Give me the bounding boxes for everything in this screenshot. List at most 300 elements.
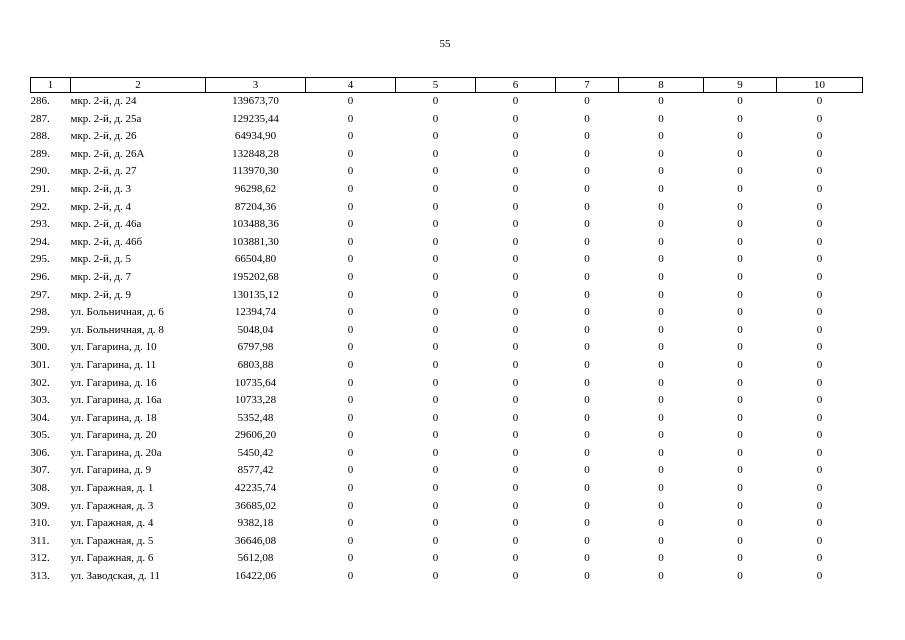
- value-cell: 129235,44: [232, 112, 279, 125]
- row-number: 287.: [30, 112, 50, 125]
- address-cell: мкр. 2-й, д. 4: [70, 200, 131, 213]
- column-9-cell: 0: [737, 112, 743, 125]
- column-4-cell: 0: [347, 482, 354, 495]
- address-cell: мкр. 2-й, д. 7: [70, 270, 131, 283]
- column-9-cell: 0: [737, 165, 743, 178]
- row-number: 305.: [30, 429, 50, 442]
- value-cell: 132848,28: [232, 147, 279, 160]
- column-9-cell: 0: [737, 95, 743, 107]
- column-9-cell: 0: [737, 464, 743, 477]
- table-row: [31, 498, 863, 516]
- column-4-cell: 0: [347, 288, 354, 301]
- column-10-cell: 0: [816, 482, 823, 495]
- column-7-cell: 0: [584, 517, 590, 530]
- table-row: [31, 287, 863, 305]
- column-7-cell: 0: [584, 411, 590, 424]
- column-9-cell: 0: [737, 376, 743, 389]
- column-5-cell: 0: [432, 499, 439, 512]
- column-6-cell: 0: [512, 182, 519, 195]
- column-8-cell: 0: [658, 394, 664, 407]
- column-header: 1: [31, 78, 71, 93]
- value-cell: 87204,36: [234, 200, 277, 213]
- column-4-cell: 0: [347, 464, 354, 477]
- table-row: [31, 480, 863, 498]
- column-header: 10: [777, 78, 863, 93]
- row-number: 292.: [30, 200, 50, 213]
- column-5-cell: 0: [432, 464, 439, 477]
- column-5-cell: 0: [432, 517, 439, 530]
- column-6-cell: 0: [512, 429, 519, 442]
- column-7-cell: 0: [584, 341, 590, 354]
- address-cell: ул. Больничная, д. 8: [70, 323, 164, 336]
- column-7-cell: 0: [584, 218, 590, 231]
- column-5-cell: 0: [432, 358, 439, 371]
- address-cell: ул. Гаражная, д. 6: [70, 552, 154, 565]
- column-9-cell: 0: [737, 429, 743, 442]
- column-6-cell: 0: [512, 341, 519, 354]
- column-9-cell: 0: [737, 482, 743, 495]
- column-8-cell: 0: [658, 429, 664, 442]
- column-8-cell: 0: [658, 570, 664, 583]
- address-cell: ул. Гаражная, д. 5: [70, 534, 154, 547]
- column-10-cell: 0: [816, 95, 823, 107]
- column-6-cell: 0: [512, 552, 519, 565]
- column-5-cell: 0: [432, 429, 439, 442]
- column-8-cell: 0: [658, 130, 664, 143]
- column-9-cell: 0: [737, 570, 743, 583]
- table-row: [31, 146, 863, 164]
- value-cell: 10735,64: [234, 376, 277, 389]
- column-8-cell: 0: [658, 464, 664, 477]
- column-6-cell: 0: [512, 147, 519, 160]
- column-4-cell: 0: [347, 323, 354, 336]
- column-5-cell: 0: [432, 200, 439, 213]
- row-number: 312.: [30, 552, 50, 565]
- column-5-cell: 0: [432, 165, 439, 178]
- column-6-cell: 0: [512, 499, 519, 512]
- address-cell: ул. Гагарина, д. 20: [70, 429, 157, 442]
- value-cell: 36646,08: [234, 534, 277, 547]
- column-4-cell: 0: [347, 376, 354, 389]
- column-8-cell: 0: [658, 288, 664, 301]
- column-5-cell: 0: [432, 95, 439, 107]
- column-8-cell: 0: [658, 552, 664, 565]
- table-row: [31, 163, 863, 181]
- column-10-cell: 0: [816, 253, 823, 266]
- value-cell: 12394,74: [234, 306, 277, 319]
- column-6-cell: 0: [512, 358, 519, 371]
- column-7-cell: 0: [584, 376, 590, 389]
- column-10-cell: 0: [816, 411, 823, 424]
- column-10-cell: 0: [816, 570, 823, 583]
- column-4-cell: 0: [347, 200, 354, 213]
- value-cell: 5048,04: [237, 323, 274, 336]
- column-6-cell: 0: [512, 253, 519, 266]
- column-7-cell: 0: [584, 95, 590, 107]
- column-7-cell: 0: [584, 464, 590, 477]
- row-number: 299.: [30, 323, 50, 336]
- column-8-cell: 0: [658, 218, 664, 231]
- value-cell: 42235,74: [234, 482, 277, 495]
- address-cell: мкр. 2-й, д. 9: [70, 288, 131, 301]
- table-row: [31, 251, 863, 269]
- column-5-cell: 0: [432, 147, 439, 160]
- column-4-cell: 0: [347, 218, 354, 231]
- row-number: 295.: [30, 253, 50, 266]
- value-cell: 103488,36: [232, 218, 279, 231]
- column-6-cell: 0: [512, 270, 519, 283]
- column-7-cell: 0: [584, 165, 590, 178]
- column-header: 3: [206, 78, 306, 93]
- column-7-cell: 0: [584, 270, 590, 283]
- column-5-cell: 0: [432, 306, 439, 319]
- address-cell: ул. Гагарина, д. 20а: [70, 446, 162, 459]
- column-8-cell: 0: [658, 517, 664, 530]
- address-cell: ул. Гаражная, д. 3: [70, 499, 154, 512]
- column-5-cell: 0: [432, 253, 439, 266]
- value-cell: 64934,90: [234, 130, 277, 143]
- address-cell: мкр. 2-й, д. 26: [70, 130, 137, 143]
- table-row: [31, 357, 863, 375]
- column-6-cell: 0: [512, 218, 519, 231]
- column-5-cell: 0: [432, 218, 439, 231]
- row-number: 303.: [30, 394, 50, 407]
- column-4-cell: 0: [347, 253, 354, 266]
- table-row: [31, 427, 863, 445]
- column-4-cell: 0: [347, 552, 354, 565]
- row-number: 308.: [30, 482, 50, 495]
- table-row: [31, 269, 863, 287]
- value-cell: 96298,62: [234, 182, 277, 195]
- column-4-cell: 0: [347, 358, 354, 371]
- column-9-cell: 0: [737, 517, 743, 530]
- column-7-cell: 0: [584, 323, 590, 336]
- value-cell: 29606,20: [234, 429, 277, 442]
- column-6-cell: 0: [512, 394, 519, 407]
- table-row: [31, 568, 863, 586]
- column-6-cell: 0: [512, 306, 519, 319]
- column-8-cell: 0: [658, 95, 664, 107]
- row-number: 302.: [30, 376, 50, 389]
- column-5-cell: 0: [432, 411, 439, 424]
- table-row: [31, 550, 863, 568]
- column-9-cell: 0: [737, 253, 743, 266]
- column-5-cell: 0: [432, 394, 439, 407]
- column-9-cell: 0: [737, 288, 743, 301]
- column-7-cell: 0: [584, 499, 590, 512]
- column-10-cell: 0: [816, 112, 823, 125]
- column-10-cell: 0: [816, 394, 823, 407]
- column-header: 8: [619, 78, 704, 93]
- column-6-cell: 0: [512, 464, 519, 477]
- column-10-cell: 0: [816, 446, 823, 459]
- column-4-cell: 0: [347, 411, 354, 424]
- table-row: [31, 533, 863, 551]
- column-5-cell: 0: [432, 288, 439, 301]
- column-9-cell: 0: [737, 130, 743, 143]
- column-8-cell: 0: [658, 499, 664, 512]
- value-cell: 8577,42: [237, 464, 274, 477]
- column-8-cell: 0: [658, 270, 664, 283]
- column-4-cell: 0: [347, 341, 354, 354]
- column-4-cell: 0: [347, 429, 354, 442]
- column-8-cell: 0: [658, 112, 664, 125]
- row-number: 286.: [30, 95, 50, 107]
- value-cell: 139673,70: [232, 95, 279, 107]
- column-8-cell: 0: [658, 165, 664, 178]
- column-5-cell: 0: [432, 376, 439, 389]
- column-4-cell: 0: [347, 235, 354, 248]
- column-5-cell: 0: [432, 130, 439, 143]
- column-7-cell: 0: [584, 147, 590, 160]
- column-4-cell: 0: [347, 570, 354, 583]
- address-cell: ул. Гагарина, д. 9: [70, 464, 152, 477]
- table-row: [31, 392, 863, 410]
- row-number: 306.: [30, 446, 50, 459]
- row-number: 297.: [30, 288, 50, 301]
- address-cell: ул. Гагарина, д. 16: [70, 376, 157, 389]
- column-7-cell: 0: [584, 235, 590, 248]
- column-10-cell: 0: [816, 235, 823, 248]
- column-8-cell: 0: [658, 235, 664, 248]
- value-cell: 16422,06: [234, 570, 277, 583]
- column-10-cell: 0: [816, 306, 823, 319]
- column-4-cell: 0: [347, 95, 354, 107]
- value-cell: 6797,98: [237, 341, 274, 354]
- column-8-cell: 0: [658, 253, 664, 266]
- address-cell: мкр. 2-й, д. 46а: [70, 218, 142, 231]
- column-8-cell: 0: [658, 482, 664, 495]
- column-8-cell: 0: [658, 306, 664, 319]
- row-number: 291.: [30, 182, 50, 195]
- column-4-cell: 0: [347, 270, 354, 283]
- column-header: 7: [556, 78, 619, 93]
- column-10-cell: 0: [816, 165, 823, 178]
- value-cell: 5612,08: [237, 552, 274, 565]
- row-number: 307.: [30, 464, 50, 477]
- column-6-cell: 0: [512, 112, 519, 125]
- address-cell: ул. Гагарина, д. 18: [70, 411, 157, 424]
- column-7-cell: 0: [584, 446, 590, 459]
- column-9-cell: 0: [737, 534, 743, 547]
- table-row: [31, 304, 863, 322]
- column-9-cell: 0: [737, 341, 743, 354]
- column-9-cell: 0: [737, 235, 743, 248]
- column-7-cell: 0: [584, 112, 590, 125]
- table-row: [31, 128, 863, 146]
- row-number: 293.: [30, 218, 50, 231]
- address-cell: мкр. 2-й, д. 46б: [70, 235, 143, 248]
- column-8-cell: 0: [658, 411, 664, 424]
- column-7-cell: 0: [584, 534, 590, 547]
- column-7-cell: 0: [584, 358, 590, 371]
- column-9-cell: 0: [737, 411, 743, 424]
- column-6-cell: 0: [512, 411, 519, 424]
- row-number: 301.: [30, 358, 50, 371]
- column-4-cell: 0: [347, 165, 354, 178]
- column-7-cell: 0: [584, 306, 590, 319]
- column-8-cell: 0: [658, 147, 664, 160]
- value-cell: 130135,12: [232, 288, 279, 301]
- table-row: [31, 199, 863, 217]
- table-row: [31, 322, 863, 340]
- column-9-cell: 0: [737, 182, 743, 195]
- table-row: [31, 216, 863, 234]
- column-5-cell: 0: [432, 341, 439, 354]
- column-5-cell: 0: [432, 482, 439, 495]
- column-7-cell: 0: [584, 552, 590, 565]
- column-4-cell: 0: [347, 517, 354, 530]
- page-number: 55: [439, 38, 451, 50]
- table-row: [31, 445, 863, 463]
- column-10-cell: 0: [816, 288, 823, 301]
- column-10-cell: 0: [816, 130, 823, 143]
- table-row: [31, 339, 863, 357]
- column-10-cell: 0: [816, 499, 823, 512]
- table-header-row: [31, 78, 863, 93]
- address-cell: мкр. 2-й, д. 24: [70, 95, 137, 107]
- row-number: 289.: [30, 147, 50, 160]
- column-8-cell: 0: [658, 182, 664, 195]
- column-7-cell: 0: [584, 182, 590, 195]
- column-5-cell: 0: [432, 235, 439, 248]
- column-7-cell: 0: [584, 288, 590, 301]
- column-7-cell: 0: [584, 253, 590, 266]
- column-10-cell: 0: [816, 182, 823, 195]
- table-body: [31, 93, 863, 586]
- value-cell: 113970,30: [232, 165, 279, 178]
- address-cell: мкр. 2-й, д. 25а: [70, 112, 142, 125]
- column-10-cell: 0: [816, 358, 823, 371]
- row-number: 294.: [30, 235, 50, 248]
- column-header: 2: [71, 78, 206, 93]
- table-row: [31, 375, 863, 393]
- column-5-cell: 0: [432, 552, 439, 565]
- address-cell: ул. Гаражная, д. 1: [70, 482, 154, 495]
- column-8-cell: 0: [658, 341, 664, 354]
- column-6-cell: 0: [512, 517, 519, 530]
- column-header: 4: [306, 78, 396, 93]
- column-7-cell: 0: [584, 482, 590, 495]
- column-5-cell: 0: [432, 446, 439, 459]
- column-10-cell: 0: [816, 147, 823, 160]
- column-10-cell: 0: [816, 341, 823, 354]
- column-9-cell: 0: [737, 394, 743, 407]
- column-5-cell: 0: [432, 570, 439, 583]
- column-5-cell: 0: [432, 270, 439, 283]
- column-8-cell: 0: [658, 323, 664, 336]
- row-number: 296.: [30, 270, 50, 283]
- value-cell: 103881,30: [232, 235, 279, 248]
- column-5-cell: 0: [432, 182, 439, 195]
- row-number: 310.: [30, 517, 50, 530]
- column-6-cell: 0: [512, 200, 519, 213]
- column-header: 5: [396, 78, 476, 93]
- value-cell: 36685,02: [234, 499, 277, 512]
- table-row: [31, 234, 863, 252]
- row-number: 304.: [30, 411, 50, 424]
- address-cell: мкр. 2-й, д. 26А: [70, 147, 145, 160]
- row-number: 290.: [30, 165, 50, 178]
- row-number: 298.: [30, 306, 50, 319]
- value-cell: 5352,48: [237, 411, 274, 424]
- column-6-cell: 0: [512, 534, 519, 547]
- table-row: [31, 515, 863, 533]
- column-9-cell: 0: [737, 147, 743, 160]
- column-10-cell: 0: [816, 200, 823, 213]
- column-9-cell: 0: [737, 218, 743, 231]
- value-cell: 10733,28: [234, 394, 277, 407]
- column-4-cell: 0: [347, 534, 354, 547]
- column-4-cell: 0: [347, 147, 354, 160]
- data-table: [30, 77, 863, 586]
- column-6-cell: 0: [512, 570, 519, 583]
- table-row: [31, 111, 863, 129]
- column-6-cell: 0: [512, 130, 519, 143]
- address-cell: мкр. 2-й, д. 27: [70, 165, 137, 178]
- column-7-cell: 0: [584, 200, 590, 213]
- column-10-cell: 0: [816, 552, 823, 565]
- column-7-cell: 0: [584, 429, 590, 442]
- column-10-cell: 0: [816, 323, 823, 336]
- table-row: [31, 93, 863, 111]
- column-6-cell: 0: [512, 95, 519, 107]
- column-header: 9: [704, 78, 777, 93]
- table-row: [31, 410, 863, 428]
- column-7-cell: 0: [584, 394, 590, 407]
- address-cell: ул. Больничная, д. 6: [70, 306, 164, 319]
- column-6-cell: 0: [512, 288, 519, 301]
- column-9-cell: 0: [737, 270, 743, 283]
- column-9-cell: 0: [737, 446, 743, 459]
- column-5-cell: 0: [432, 534, 439, 547]
- column-7-cell: 0: [584, 570, 590, 583]
- column-6-cell: 0: [512, 235, 519, 248]
- address-cell: ул. Гагарина, д. 10: [70, 341, 157, 354]
- column-10-cell: 0: [816, 218, 823, 231]
- address-cell: мкр. 2-й, д. 5: [70, 253, 131, 266]
- column-9-cell: 0: [737, 323, 743, 336]
- row-number: 311.: [30, 534, 50, 547]
- column-8-cell: 0: [658, 200, 664, 213]
- column-9-cell: 0: [737, 358, 743, 371]
- address-cell: ул. Заводская, д. 11: [70, 570, 160, 583]
- column-4-cell: 0: [347, 182, 354, 195]
- address-cell: ул. Гаражная, д. 4: [70, 517, 154, 530]
- column-8-cell: 0: [658, 534, 664, 547]
- value-cell: 5450,42: [237, 446, 274, 459]
- table-row: [31, 181, 863, 199]
- address-cell: ул. Гагарина, д. 11: [70, 358, 157, 371]
- column-10-cell: 0: [816, 376, 823, 389]
- column-6-cell: 0: [512, 482, 519, 495]
- column-4-cell: 0: [347, 394, 354, 407]
- row-number: 300.: [30, 341, 50, 354]
- column-10-cell: 0: [816, 429, 823, 442]
- column-6-cell: 0: [512, 446, 519, 459]
- column-7-cell: 0: [584, 130, 590, 143]
- column-10-cell: 0: [816, 464, 823, 477]
- column-8-cell: 0: [658, 358, 664, 371]
- row-number: 313.: [30, 570, 50, 583]
- column-4-cell: 0: [347, 499, 354, 512]
- column-4-cell: 0: [347, 112, 354, 125]
- column-6-cell: 0: [512, 323, 519, 336]
- column-header: 6: [476, 78, 556, 93]
- column-8-cell: 0: [658, 376, 664, 389]
- address-cell: мкр. 2-й, д. 3: [70, 182, 131, 195]
- value-cell: 195202,68: [232, 270, 279, 283]
